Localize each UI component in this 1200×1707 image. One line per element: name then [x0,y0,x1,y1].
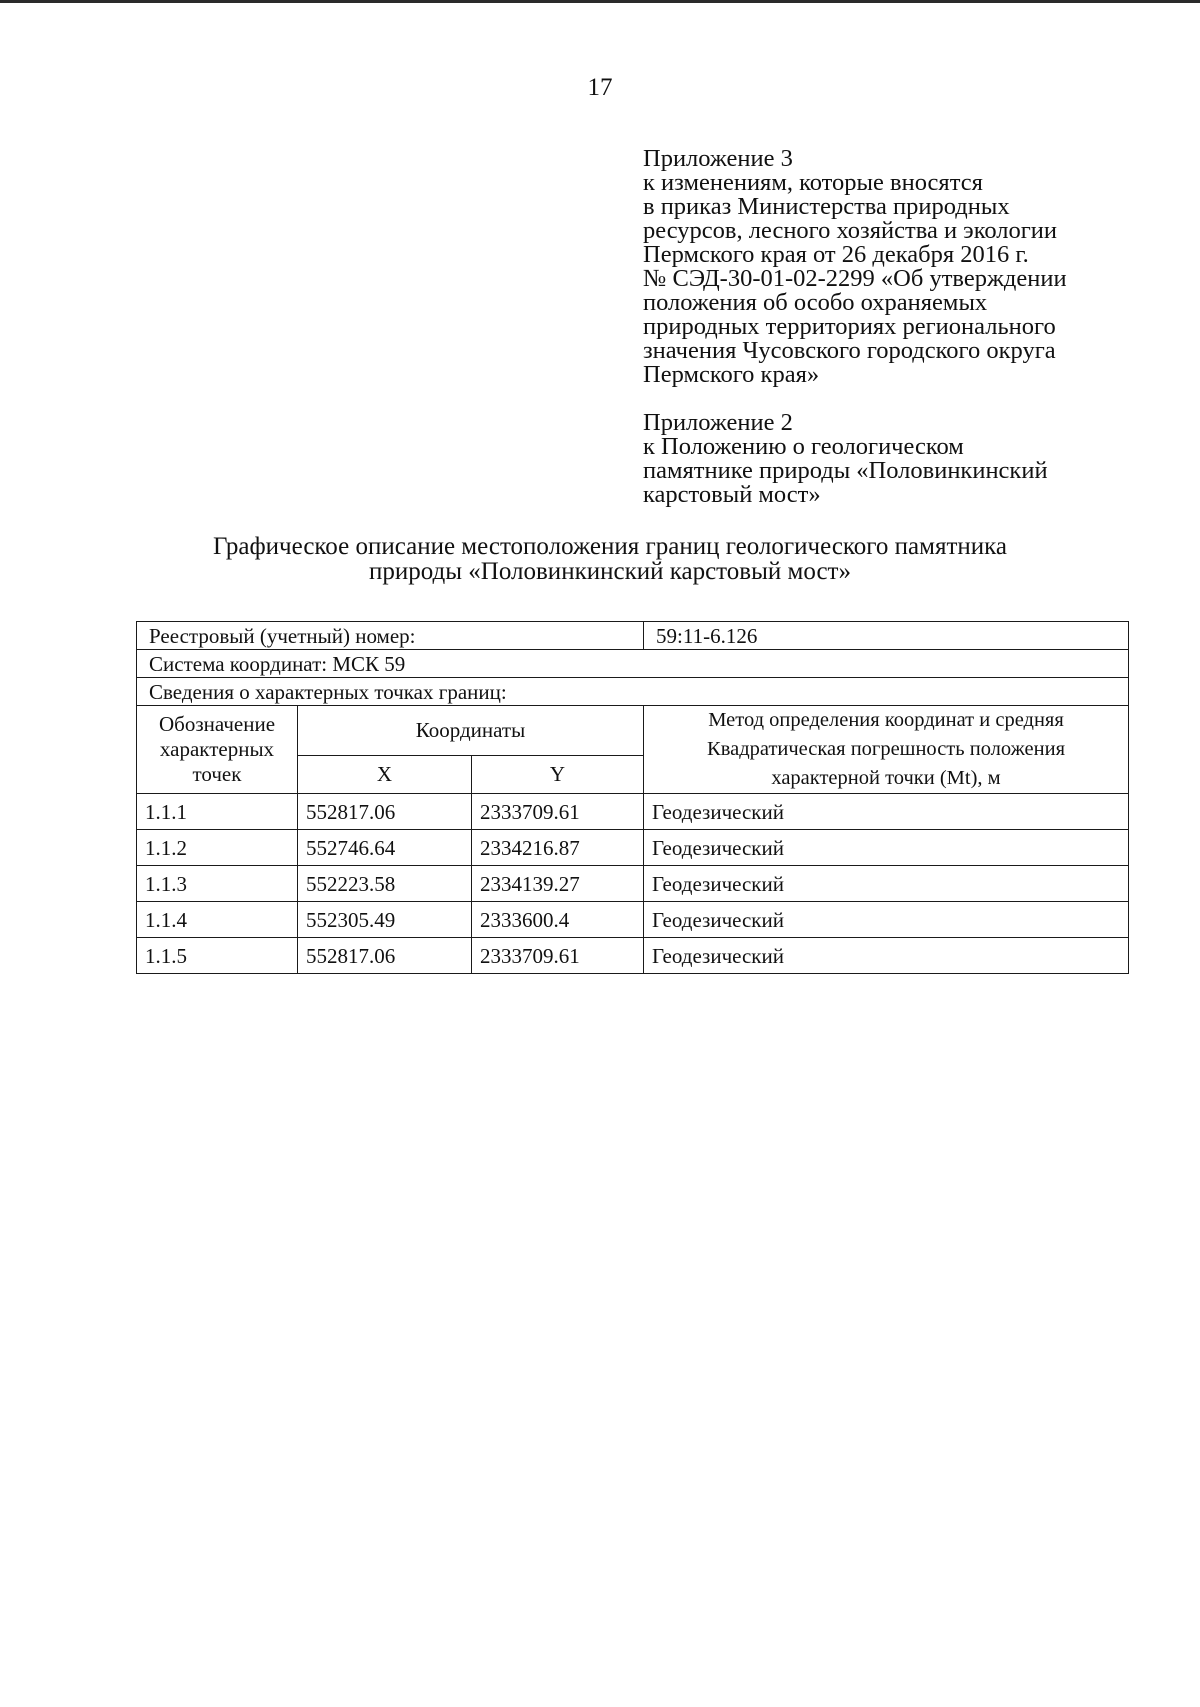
coord-y: 2333709.61 [472,794,644,830]
y-header: Y [472,756,644,794]
designation-header-line: Обозначение [158,712,276,736]
annex-line: памятнике природы «Половинкинский [643,457,1048,484]
registry-label: Реестровый (учетный) номер: [137,622,644,650]
annex-line: № СЭД-30-01-02-2299 «Об утверждении [643,265,1067,292]
annex-line: Пермского края от 26 декабря 2016 г. [643,241,1029,268]
boundary-points-table [136,621,1129,974]
point-id: 1.1.5 [137,938,298,974]
registry-row [137,622,1129,650]
document-title [120,534,1100,584]
table-row [137,866,1129,902]
method-value: Геодезический [644,866,1129,902]
point-id: 1.1.2 [137,830,298,866]
coord-x: 552817.06 [298,938,472,974]
coord-x: 552305.49 [298,902,472,938]
x-header: X [298,756,472,794]
coord-y: 2333600.4 [472,902,644,938]
annex-line: к Положению о геологическом [643,433,964,460]
coordinate-system-row [137,650,1129,678]
method-value: Геодезический [644,830,1129,866]
points-info: Сведения о характерных точках границ: [137,678,1129,706]
method-header-line: характерной точки (Mt), м [771,767,1001,789]
designation-header-line: точек [192,762,242,786]
table-row [137,794,1129,830]
annex-line: положения об особо охраняемых [643,289,988,316]
title-line-2: природы «Половинкинский карстовый мост» [369,558,851,585]
annex-regulation-block [643,411,1163,507]
coordinate-system: Система координат: МСК 59 [137,650,1129,678]
table-row [137,830,1129,866]
method-value: Геодезический [644,902,1129,938]
registry-value: 59:11-6.126 [644,622,1129,650]
annex-line: ресурсов, лесного хозяйства и экологии [643,217,1058,244]
coordinates-header: Координаты [298,706,644,756]
coord-y: 2334216.87 [472,830,644,866]
annex-line: значения Чусовского городского округа [643,337,1056,364]
point-id: 1.1.3 [137,866,298,902]
points-info-row [137,678,1129,706]
coord-x: 552223.58 [298,866,472,902]
point-id: 1.1.1 [137,794,298,830]
annex-line: в приказ Министерства природных [643,193,1010,220]
coord-y: 2333709.61 [472,938,644,974]
method-value: Геодезический [644,938,1129,974]
method-header-line: Метод определения координат и средняя [708,709,1064,731]
table-row [137,902,1129,938]
annex-line: к изменениям, которые вносятся [643,169,983,196]
method-header-line: Квадратическая погрешность положения [707,738,1066,760]
page-number: 17 [587,74,613,101]
annex-line: Приложение 3 [643,145,793,172]
coord-x: 552746.64 [298,830,472,866]
annex-line: Пермского края» [643,361,820,388]
method-value: Геодезический [644,794,1129,830]
annex-line: карстовый мост» [643,481,821,508]
designation-header-line: характерных [159,737,275,761]
table-row [137,938,1129,974]
annex-amendments-block [643,147,1163,387]
title-line-1: Графическое описание местоположения границ геологического памятника [212,533,1008,560]
annex-line: Приложение 2 [643,409,793,436]
point-id: 1.1.4 [137,902,298,938]
coord-x: 552817.06 [298,794,472,830]
table-header-row [137,706,1129,756]
annex-line: природных территориях регионального [643,313,1056,340]
scan-top-edge [0,0,1200,3]
coord-y: 2334139.27 [472,866,644,902]
method-header [644,706,1129,794]
designation-header [137,706,298,794]
